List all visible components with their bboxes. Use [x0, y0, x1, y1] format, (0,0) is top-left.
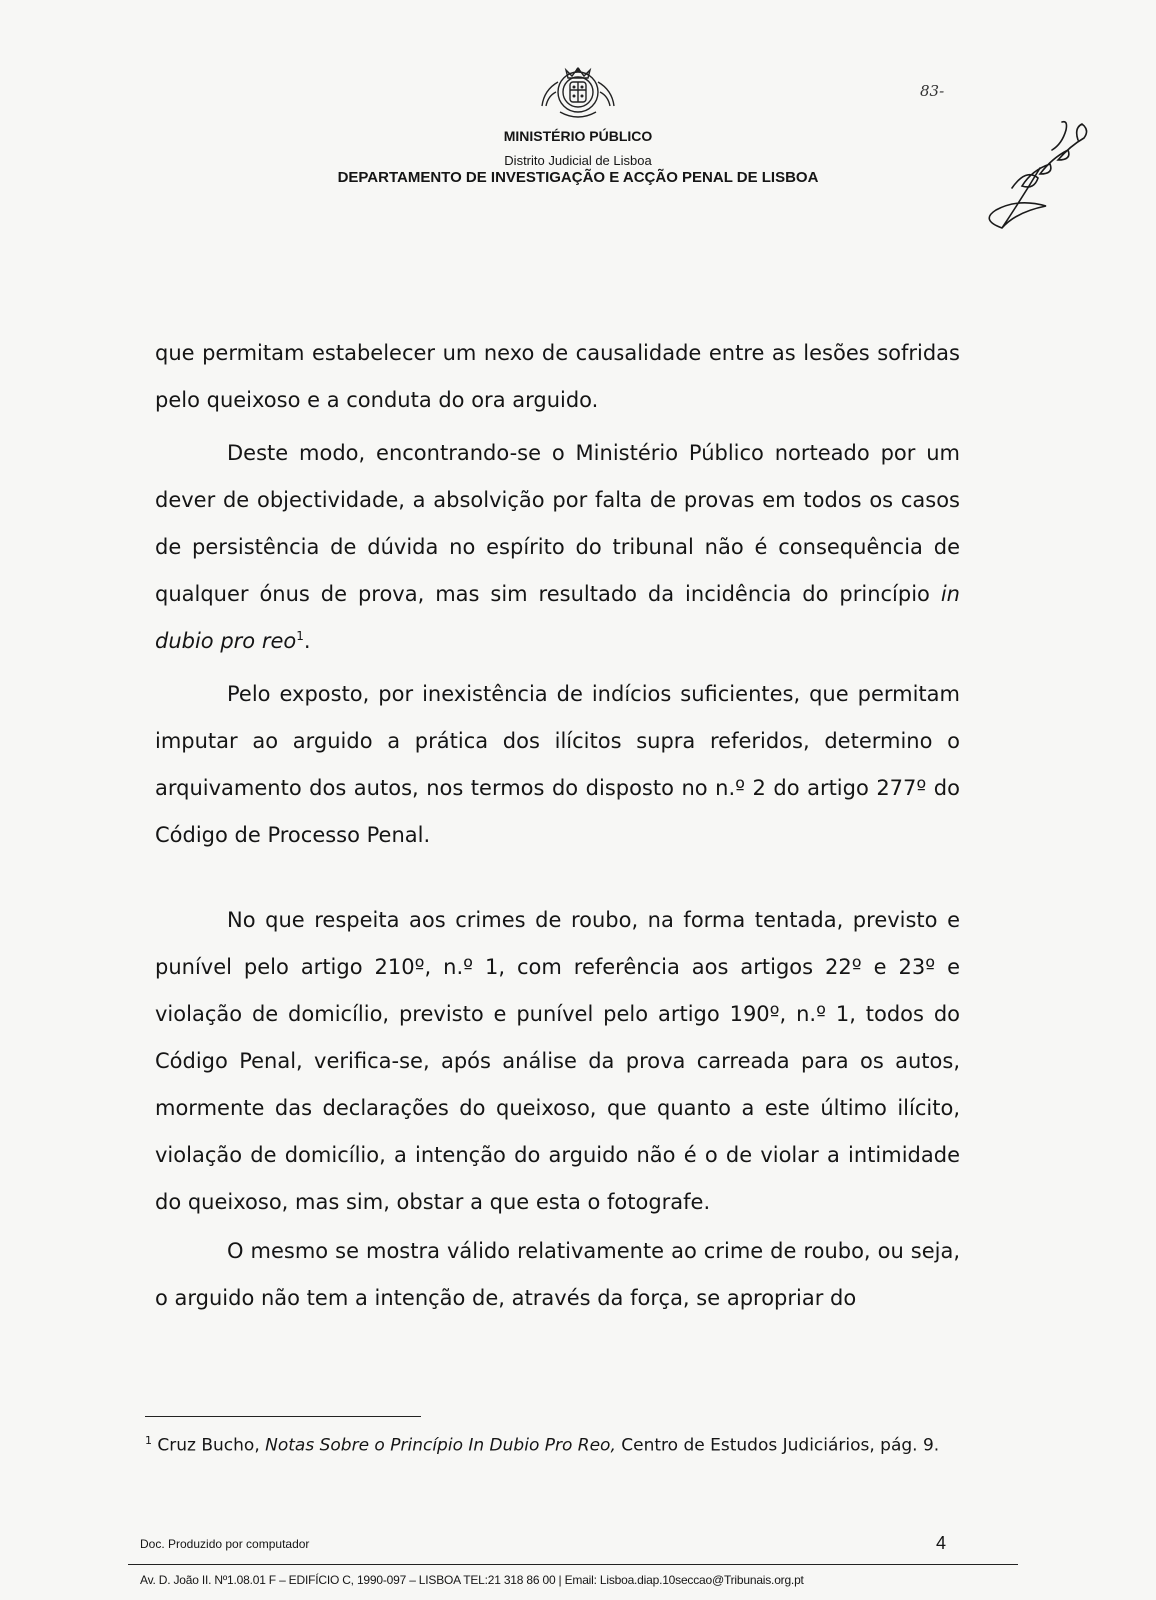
document-body — [155, 330, 960, 1322]
latin-phrase: in dubio pro reo — [155, 582, 960, 653]
department-name: DEPARTAMENTO DE INVESTIGAÇÃO E ACÇÃO PENAL DE LISBOA — [337, 169, 819, 187]
coat-of-arms-icon — [530, 52, 626, 124]
doc-produced-label: Doc. Produzido por computador — [140, 1537, 310, 1551]
paragraph-2-end: . — [303, 629, 311, 653]
footer-divider — [128, 1564, 1018, 1565]
footnote-divider — [145, 1416, 421, 1417]
paragraph-3: Pelo exposto, por inexistência de indícios suficientes, que permitam imputar ao arguido a prática dos ilícitos supra referidos, determino o arquivamento dos autos, nos termos do disposto no n.º 2 do artigo 277º do Código de Processo Penal. — [155, 682, 960, 847]
paragraph-2-text: Deste modo, encontrando-se o Ministério Público norteado por um dever de objectividade, a absolvição por falta de provas em todos os casos de persistência de dúvida no espírito do tribunal não é consequência de qualquer ónus de prova, mas sim resultado da incidência do princípio — [155, 441, 960, 606]
paragraph-5: O mesmo se mostra válido relativamente ao crime de roubo, ou seja, o arguido não tem a intenção de, através da força, se apropriar do — [155, 1239, 960, 1310]
paragraph-2 — [155, 430, 960, 665]
footnote-rest: Centro de Estudos Judiciários, pág. 9. — [615, 1435, 940, 1456]
handwritten-signature — [972, 78, 1122, 248]
footnote-number: 1 — [145, 1434, 152, 1447]
footnote-author: Cruz Bucho, — [157, 1435, 266, 1456]
page-number: 4 — [936, 1533, 947, 1553]
paragraph-1: que permitam estabelecer um nexo de causalidade entre as lesões sofridas pelo queixoso e a conduta do ora arguido. — [155, 341, 960, 412]
footnote-title: Notas Sobre o Princípio In Dubio Pro Reo, — [265, 1435, 616, 1456]
paragraph-4: No que respeita aos crimes de roubo, na forma tentada, previsto e punível pelo artigo 210º, n.º 1, com referência aos artigos 22º e 23º e violação de domicílio, previsto e punível pelo artigo 190º, n.º 1, todos do Código Penal, verifica-se, após análise da prova carreada para os autos, mormente das declarações do queixoso, que quanto a este último ilícito, violação de domicílio, a intenção do arguido não é o de violar a intimidade do queixoso, mas sim, obstar a que esta o fotografe. — [155, 908, 960, 1214]
folio-number: 83- — [920, 82, 945, 100]
district-name: Distrito Judicial de Lisboa — [504, 152, 652, 168]
footer-address: Av. D. João II. Nº1.08.01 F – EDIFÍCIO C, 1990-097 – LISBOA TEL:21 318 86 00 | Email: Lisboa.diap.10seccao@Tribunais.org.pt — [140, 1573, 804, 1587]
footnote-ref[interactable]: 1 — [296, 629, 304, 643]
org-name: MINISTÉRIO PÚBLICO — [503, 128, 653, 144]
footnote — [145, 1426, 960, 1461]
